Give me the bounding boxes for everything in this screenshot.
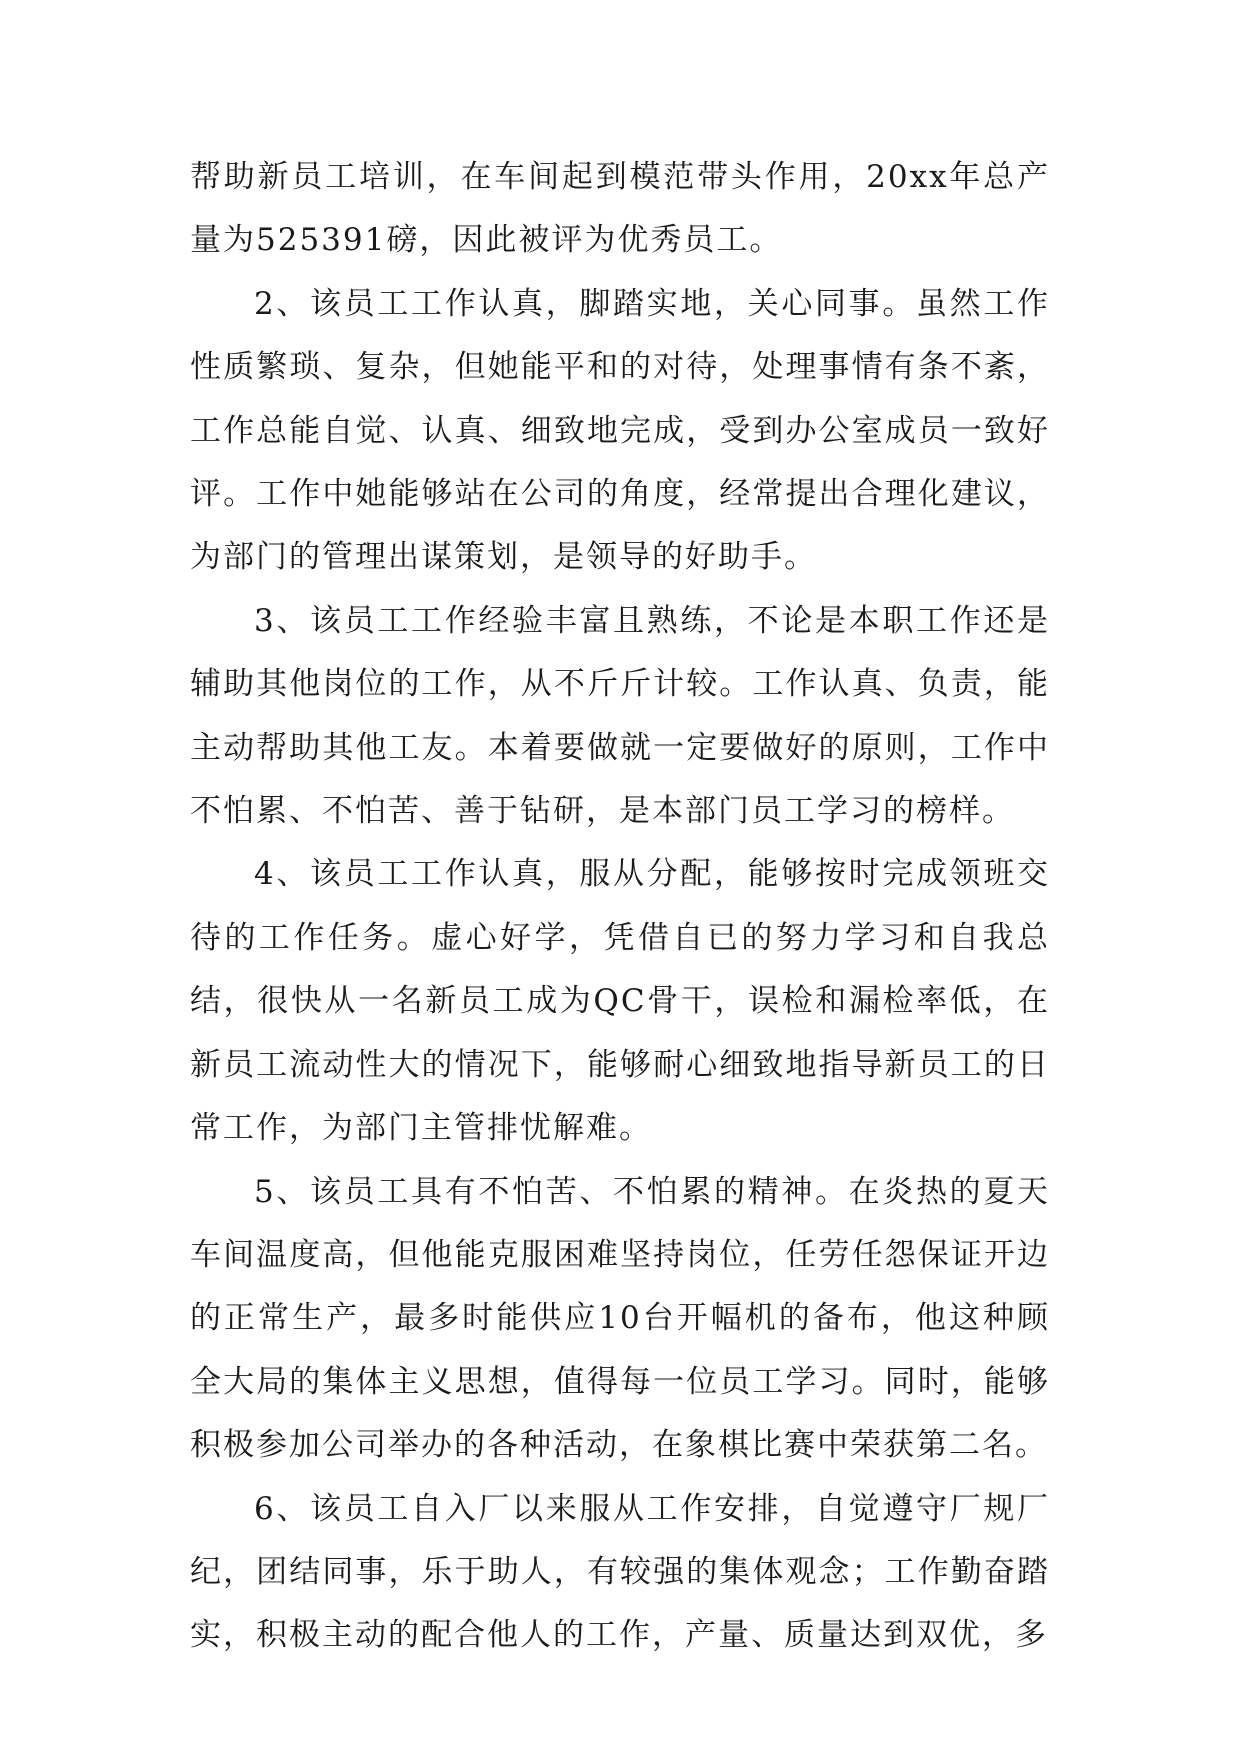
paragraph-item-5: 5、该员工具有不怕苦、不怕累的精神。在炎热的夏天车间温度高，但他能克服困难坚持岗位，任劳任怨保证开边的正常生产，最多时能供应10台开幅机的备布，他这种顾全大局的集体主义思想，值得每一位员工学习。同时，能够积极参加公司举办的各种活动，在象棋比赛中荣获第二名。 — [190, 1173, 1050, 1464]
paragraph-item-3: 3、该员工工作经验丰富且熟练，不论是本职工作还是辅助其他岗位的工作，从不斤斤计较。工作认真、负责，能主动帮助其他工友。本着要做就一定要做好的原则，工作中不怕累、不怕苦、善于钻研，是本部门员工学习的榜样。 — [190, 602, 1050, 830]
paragraph-continuation: 帮助新员工培训，在车间起到模范带头作用，20xx年总产量为525391磅，因此被评为优秀员工。 — [190, 159, 1050, 259]
document-page — [190, 146, 1050, 1668]
paragraph-item-4: 4、该员工工作认真，服从分配，能够按时完成领班交待的工作任务。虚心好学，凭借自已的努力学习和自我总结，很快从一名新员工成为QC骨干，误检和漏检率低，在新员工流动性大的情况下，能够耐心细致地指导新员工的日常工作，为部门主管排忧解难。 — [190, 856, 1050, 1147]
paragraph-item-6: 6、该员工自入厂以来服从工作安排，自觉遵守厂规厂纪，团结同事，乐于助人，有较强的集体观念；工作勤奋踏实，积极主动的配合他人的工作，产量、质量达到双优，多 — [190, 1490, 1050, 1654]
paragraph-item-2: 2、该员工工作认真，脚踏实地，关心同事。虽然工作性质繁琐、复杂，但她能平和的对待，处理事情有条不紊，工作总能自觉、认真、细致地完成，受到办公室成员一致好评。工作中她能够站在公司的角度，经常提出合理化建议，为部门的管理出谋策划，是领导的好助手。 — [190, 285, 1050, 576]
